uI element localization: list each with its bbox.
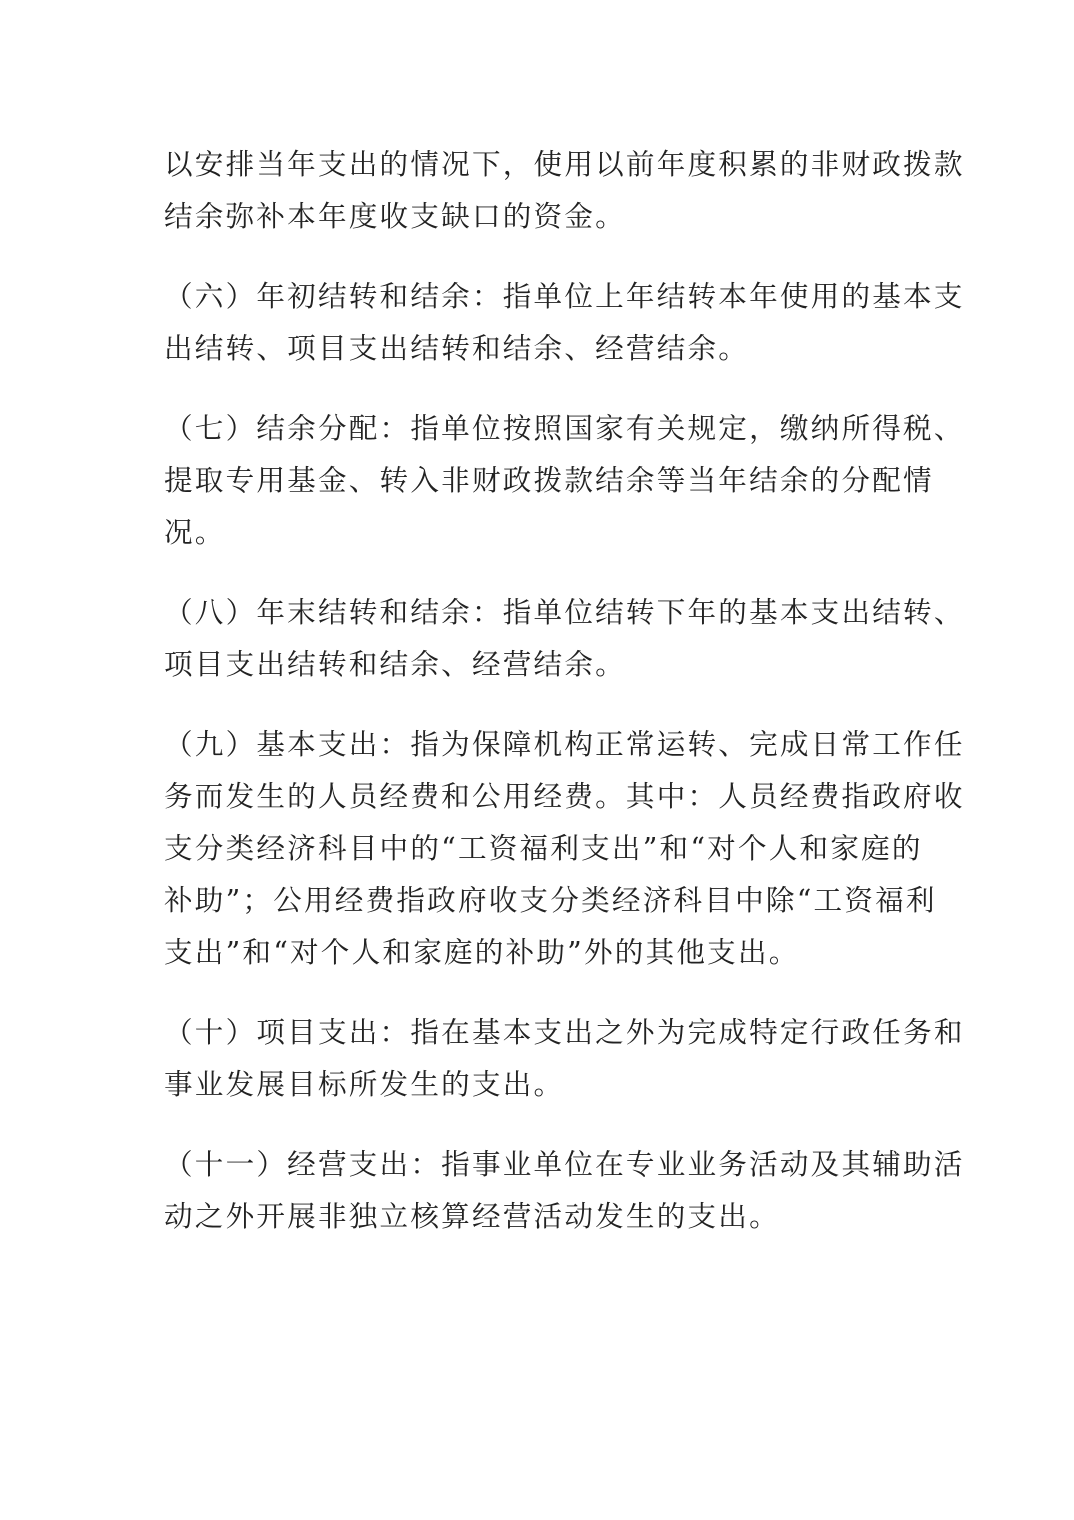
text-line: 况。 xyxy=(164,515,226,549)
text-line: 出结转、项目支出结转和结余、经营结余。 xyxy=(164,331,750,365)
text-line: 动之外开展非独立核算经营活动发生的支出。 xyxy=(164,1199,780,1233)
text-line: （十一）经营支出：指事业单位在专业业务活动及其辅助活 xyxy=(164,1147,965,1181)
text-line: 以安排当年支出的情况下，使用以前年度积累的非财政拨款 xyxy=(164,147,965,181)
paragraph-item-9 xyxy=(164,718,965,978)
paragraph-item-7 xyxy=(164,402,965,558)
text-line: 支出”和“对个人和家庭的补助”外的其他支出。 xyxy=(164,935,800,969)
text-line: 提取专用基金、转入非财政拨款结余等当年结余的分配情 xyxy=(164,463,934,497)
text-line: （七）结余分配：指单位按照国家有关规定，缴纳所得税、 xyxy=(164,411,965,445)
text-line: 事业发展目标所发生的支出。 xyxy=(164,1067,565,1101)
document-body xyxy=(164,138,965,1270)
text-line: （九）基本支出：指为保障机构正常运转、完成日常工作任 xyxy=(164,727,965,761)
text-line: 务而发生的人员经费和公用经费。其中：人员经费指政府收 xyxy=(164,779,965,813)
paragraph-item-10 xyxy=(164,1006,965,1110)
text-line: （六）年初结转和结余：指单位上年结转本年使用的基本支 xyxy=(164,279,965,313)
paragraph-item-11 xyxy=(164,1138,965,1242)
text-line: 项目支出结转和结余、经营结余。 xyxy=(164,647,626,681)
paragraph-surplus-makeup xyxy=(164,138,965,242)
paragraph-item-8 xyxy=(164,586,965,690)
text-line: 支分类经济科目中的“工资福利支出”和“对个人和家庭的 xyxy=(164,831,923,865)
text-line: 结余弥补本年度收支缺口的资金。 xyxy=(164,199,626,233)
text-line: （十）项目支出：指在基本支出之外为完成特定行政任务和 xyxy=(164,1015,965,1049)
text-line: 补助”；公用经费指政府收支分类经济科目中除“工资福利 xyxy=(164,883,937,917)
text-line: （八）年末结转和结余：指单位结转下年的基本支出结转、 xyxy=(164,595,965,629)
paragraph-item-6 xyxy=(164,270,965,374)
